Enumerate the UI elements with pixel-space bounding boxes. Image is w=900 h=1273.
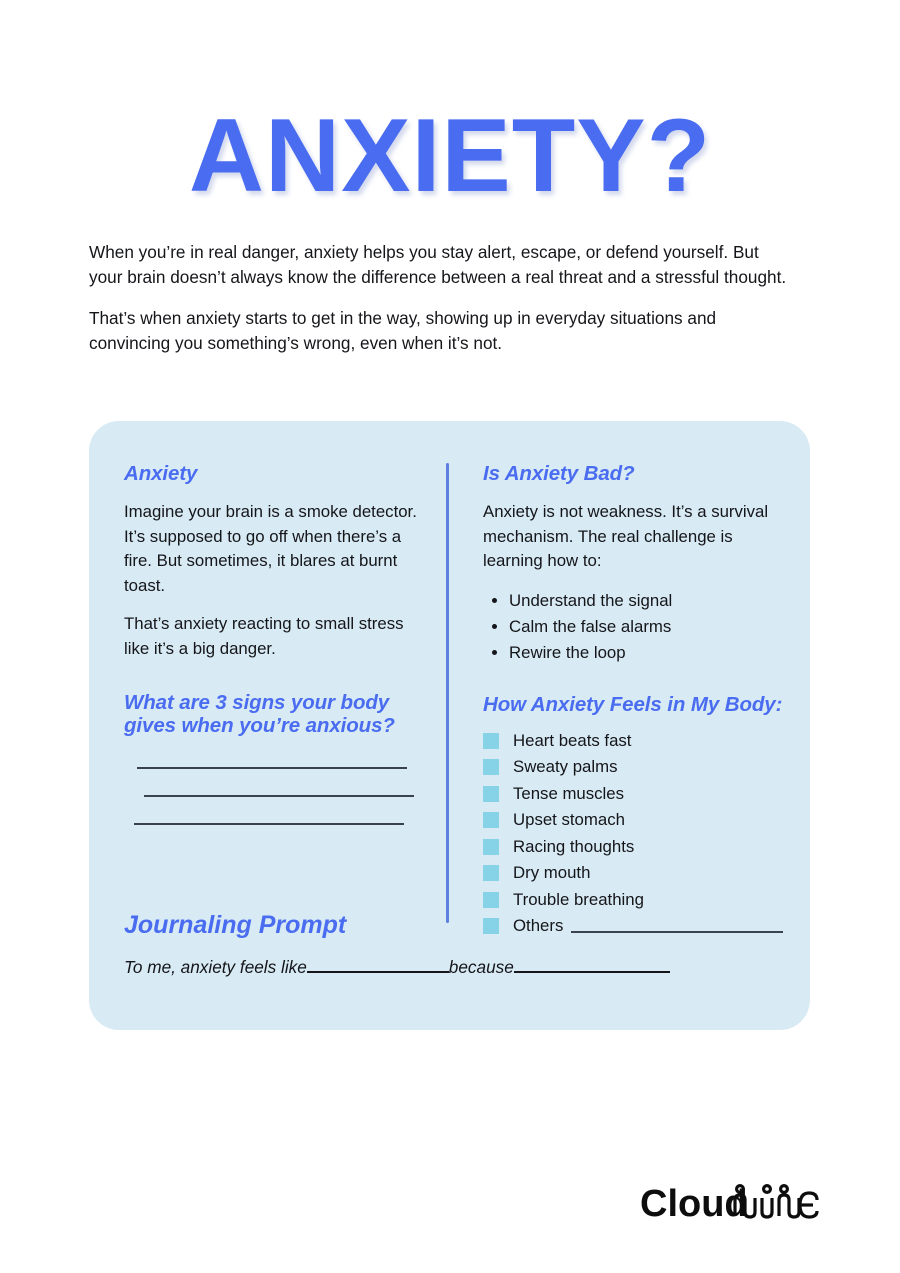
column-divider <box>446 463 449 923</box>
list-item[interactable] <box>483 783 783 805</box>
list-item: • Calm the false alarms <box>509 614 783 639</box>
write-in-line-3[interactable] <box>134 823 404 825</box>
checkbox-label: Upset stomach <box>513 810 625 829</box>
checkbox-label: Others <box>513 916 564 935</box>
worksheet-card <box>89 421 810 1030</box>
checkbox-label: Sweaty palms <box>513 757 618 776</box>
checkbox-icon[interactable] <box>483 839 499 855</box>
list-item[interactable] <box>483 809 783 831</box>
write-in-line-2[interactable] <box>144 795 414 797</box>
checkbox-label: Racing thoughts <box>513 836 635 856</box>
checkbox-label: Dry mouth <box>513 863 591 882</box>
list-item: • Rewire the loop <box>509 640 783 665</box>
intro-paragraph-2: That’s when anxiety starts to get in the way, showing up in everyday situations and convincing you something’s wrong, even when it’s not. <box>89 308 717 353</box>
anxiety-paragraph-1: Imagine your brain is a smoke detector. It’s supposed to go off when there’s a fire. But sometimes, it blares at burnt toast. <box>124 502 417 595</box>
journaling-prompt-heading: Journaling Prompt <box>124 911 347 939</box>
is-anxiety-bad-heading: Is Anxiety Bad? <box>483 462 635 485</box>
checkbox-label: Trouble breathing <box>513 889 644 909</box>
journaling-prompt-section <box>124 911 774 979</box>
is-anxiety-bad-paragraph: Anxiety is not weakness. It’s a survival mechanism. The real challenge is learning how to: <box>483 502 769 570</box>
intro-paragraph-1: When you’re in real danger, anxiety helps you stay alert, escape, or defend yourself. But your brain doesn’t always know the difference between a real threat and a stressful thought. <box>89 242 787 287</box>
three-signs-heading: What are 3 signs your body gives when you’re anxious? <box>124 691 395 737</box>
checkbox-icon[interactable] <box>483 892 499 908</box>
three-signs-answer-lines <box>124 767 419 825</box>
checkbox-icon[interactable] <box>483 759 499 775</box>
list-item[interactable] <box>483 862 783 884</box>
list-item[interactable] <box>483 836 783 858</box>
journal-blank-2[interactable] <box>514 971 670 973</box>
anxiety-heading: Anxiety <box>124 462 198 485</box>
checkbox-label: Heart beats fast <box>513 730 632 750</box>
how-anxiety-feels-heading: How Anxiety Feels in My Body: <box>483 692 783 716</box>
is-anxiety-bad-bullet-list <box>483 588 783 665</box>
list-item: • Understand the signal <box>509 588 783 613</box>
card-left-column <box>124 462 419 825</box>
logo-word-cloud: Cloud <box>640 1183 748 1225</box>
card-right-column <box>483 462 783 942</box>
cloudnine-logo <box>640 1180 820 1228</box>
journal-blank-1[interactable] <box>307 971 449 973</box>
anxiety-paragraph-2: That’s anxiety reacting to small stress like it’s a big danger. <box>124 614 404 658</box>
list-item[interactable] <box>483 889 783 911</box>
write-in-line-1[interactable] <box>137 767 407 769</box>
checkbox-label: Tense muscles <box>513 783 624 803</box>
list-item[interactable] <box>483 730 783 752</box>
intro-text-block <box>89 240 795 356</box>
journaling-prompt-sentence <box>124 955 774 979</box>
body-symptoms-checklist <box>483 730 783 938</box>
checkbox-icon[interactable] <box>483 733 499 749</box>
checkbox-icon[interactable] <box>483 865 499 881</box>
list-item[interactable] <box>483 756 783 778</box>
page-title: ANXIETY? <box>188 98 712 214</box>
checkbox-icon[interactable] <box>483 786 499 802</box>
cloudnine-logo-svg <box>640 1180 820 1228</box>
checkbox-icon[interactable] <box>483 812 499 828</box>
journal-prompt-part-1: To me, anxiety feels like <box>124 957 307 977</box>
journal-prompt-part-2: because <box>448 957 514 977</box>
